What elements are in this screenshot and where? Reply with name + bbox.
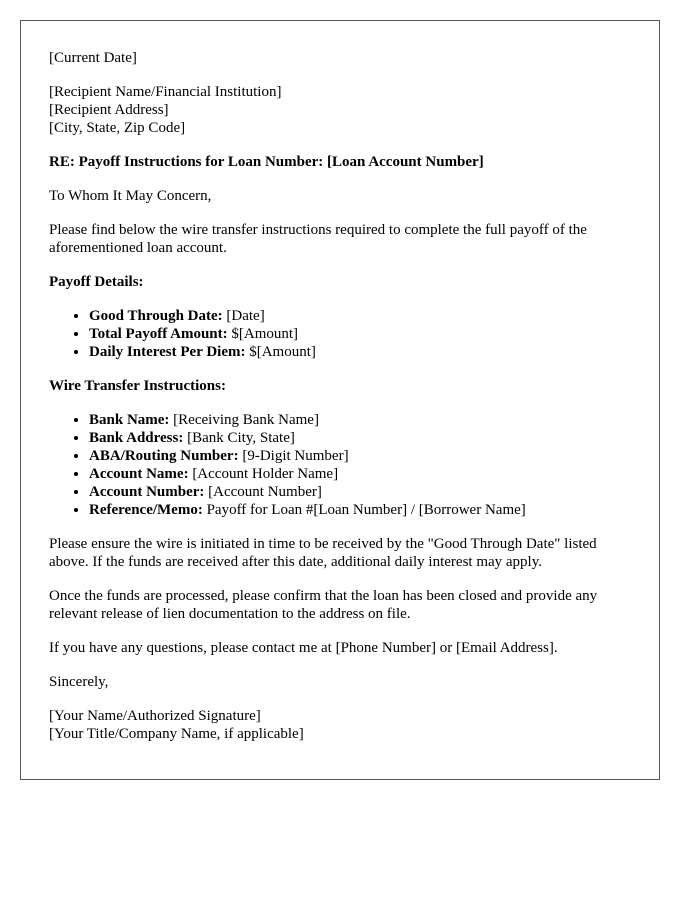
item-value: $[Amount] bbox=[231, 326, 299, 342]
item-label: Reference/Memo: bbox=[89, 502, 203, 518]
confirmation-paragraph: Once the funds are processed, please confirm that the loan has been closed and provide any relevant release of lien documentation to the address on file. bbox=[49, 588, 598, 622]
list-item bbox=[89, 465, 631, 483]
signature-block bbox=[49, 707, 631, 743]
recipient-city-state-zip: [City, State, Zip Code] bbox=[49, 120, 186, 136]
wire-instructions-list bbox=[49, 411, 631, 519]
recipient-address: [Recipient Address] bbox=[49, 102, 169, 118]
item-label: Bank Address: bbox=[89, 430, 184, 446]
signature-title: [Your Title/Company Name, if applicable] bbox=[49, 726, 304, 742]
item-value: [Bank City, State] bbox=[187, 430, 295, 446]
list-item bbox=[89, 343, 631, 361]
payoff-details-list bbox=[49, 307, 631, 361]
list-item bbox=[89, 483, 631, 501]
letter-document bbox=[20, 20, 660, 780]
list-item bbox=[89, 429, 631, 447]
item-label: Daily Interest Per Diem: bbox=[89, 344, 246, 360]
timing-paragraph: Please ensure the wire is initiated in time to be received by the "Good Through Date" listed above. If the funds are received after this date, additional daily interest may apply. bbox=[49, 536, 597, 570]
subject-line: RE: Payoff Instructions for Loan Number: [Loan Account Number] bbox=[49, 154, 484, 170]
item-label: Account Name: bbox=[89, 466, 189, 482]
list-item bbox=[89, 447, 631, 465]
intro-paragraph: Please find below the wire transfer instructions required to complete the full payoff of the aforementioned loan account. bbox=[49, 222, 587, 256]
item-value: [Account Holder Name] bbox=[192, 466, 339, 482]
signature-name: [Your Name/Authorized Signature] bbox=[49, 708, 261, 724]
item-value: [9-Digit Number] bbox=[242, 448, 349, 464]
contact-paragraph: If you have any questions, please contact me at [Phone Number] or [Email Address]. bbox=[49, 640, 558, 656]
recipient-name: [Recipient Name/Financial Institution] bbox=[49, 84, 282, 100]
item-value: [Account Number] bbox=[208, 484, 322, 500]
salutation: To Whom It May Concern, bbox=[49, 188, 212, 204]
item-label: Account Number: bbox=[89, 484, 205, 500]
item-label: Total Payoff Amount: bbox=[89, 326, 228, 342]
item-label: Good Through Date: bbox=[89, 308, 223, 324]
list-item bbox=[89, 411, 631, 429]
wire-instructions-heading: Wire Transfer Instructions: bbox=[49, 378, 226, 394]
item-label: ABA/Routing Number: bbox=[89, 448, 239, 464]
closing: Sincerely, bbox=[49, 674, 109, 690]
item-value: [Date] bbox=[226, 308, 265, 324]
recipient-block bbox=[49, 83, 631, 137]
item-value: $[Amount] bbox=[249, 344, 316, 360]
list-item bbox=[89, 307, 631, 325]
item-label: Bank Name: bbox=[89, 412, 170, 428]
list-item bbox=[89, 501, 631, 519]
letter-date: [Current Date] bbox=[49, 50, 137, 66]
item-value: [Receiving Bank Name] bbox=[173, 412, 319, 428]
item-value: Payoff for Loan #[Loan Number] / [Borrower Name] bbox=[206, 502, 526, 518]
payoff-details-heading: Payoff Details: bbox=[49, 274, 144, 290]
list-item bbox=[89, 325, 631, 343]
